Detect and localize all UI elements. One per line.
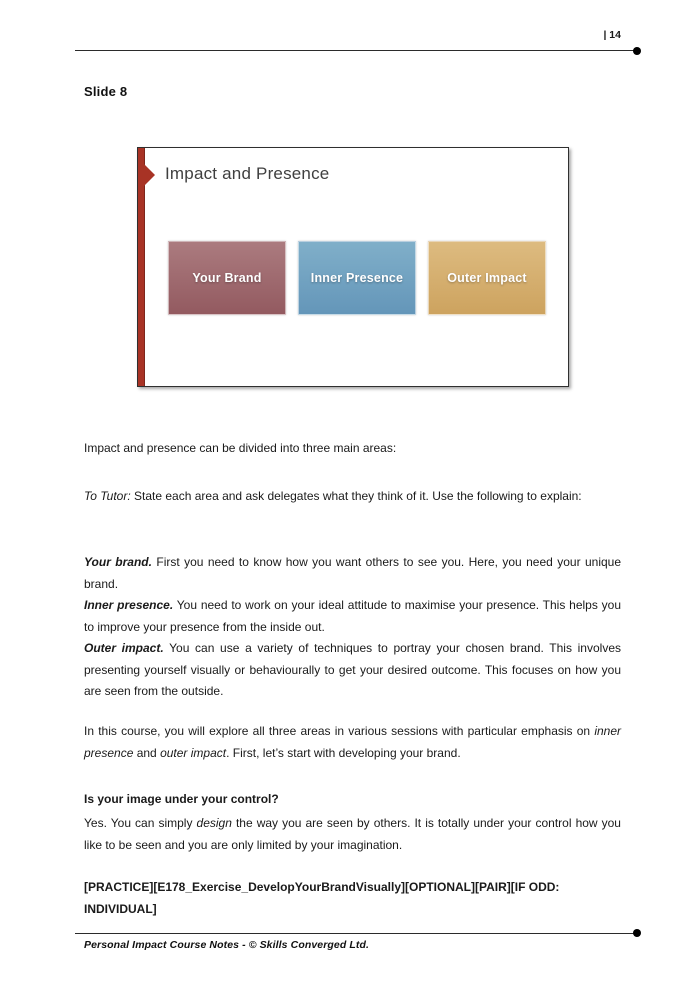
- header-rule-dot: [633, 47, 641, 55]
- paragraph-image-control-answer: Yes. You can simply design the way you are seen by others. It is totally under your control how you like to be seen and you are only limited by your imagination.: [84, 816, 621, 852]
- paragraph-to-tutor: To Tutor: State each area and ask delegates what they think of it. Use the following to explain:: [84, 489, 582, 503]
- footer-rule-dot: [633, 929, 641, 937]
- paragraph-practice-tag: [PRACTICE][E178_Exercise_DevelopYourBrandVisually][OPTIONAL][PAIR][IF ODD: INDIVIDUAL]: [84, 880, 560, 916]
- footer-text: Personal Impact Course Notes - © Skills Converged Ltd.: [84, 939, 370, 951]
- slide-box-label: Your Brand: [192, 271, 262, 285]
- slide-box-label: Inner Presence: [310, 271, 404, 285]
- footer-rule: [75, 933, 634, 934]
- paragraph-inner-presence: Inner presence. You need to work on your ideal attitude to maximise your presence. This helps you to improve your presence from the inside out.: [84, 598, 621, 634]
- slide-box-outer-impact: [428, 241, 546, 315]
- slide-title: Impact and Presence: [165, 164, 330, 183]
- slide-box-label: Outer Impact: [447, 271, 527, 285]
- paragraph-course-overview: In this course, you will explore all three areas in various sessions with particular emphasis on inner presence and outer impact. First, let’s start with developing your brand.: [84, 724, 621, 760]
- slide-image: [137, 147, 569, 387]
- paragraph-your-brand: Your brand. First you need to know how you want others to see you. Here, you need your unique brand.: [84, 555, 622, 591]
- paragraph-intro: Impact and presence can be divided into three main areas:: [84, 441, 397, 455]
- slide-box-your-brand: [168, 241, 286, 315]
- slide-box-inner-presence: [298, 241, 416, 315]
- page-number: | 14: [603, 29, 621, 41]
- slide-heading: Slide 8: [84, 84, 128, 99]
- header-rule: [75, 50, 634, 51]
- slide-arrow-icon: [144, 164, 155, 186]
- heading-image-control: Is your image under your control?: [84, 792, 279, 806]
- paragraph-outer-impact: Outer impact. You can use a variety of techniques to portray your chosen brand. This involves presenting yourself visually or behaviourally to get your desired outcome. This focuses on how you are seen from the outside.: [84, 641, 621, 698]
